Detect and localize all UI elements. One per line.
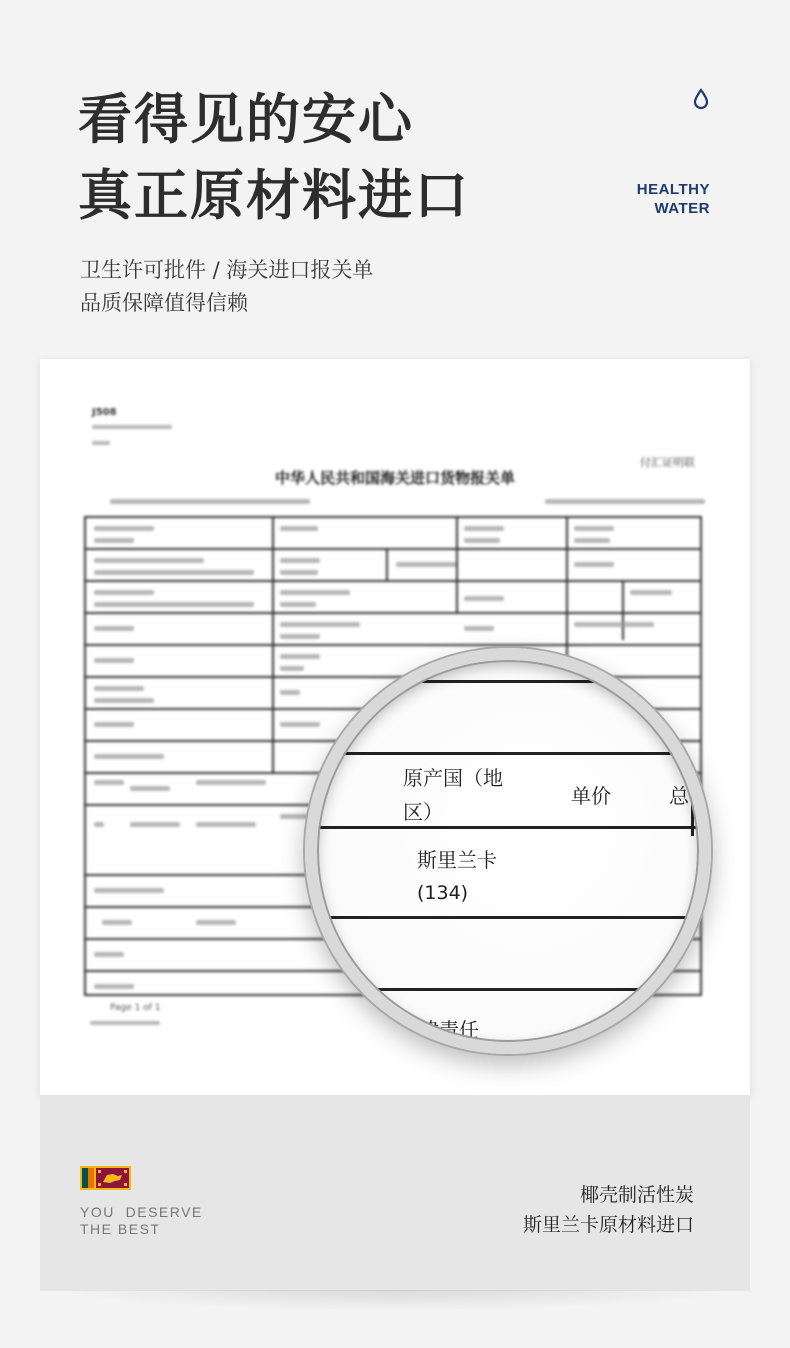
- magnifier-lens: [305, 648, 711, 1054]
- subtitle-line2: 品质保障值得信赖: [80, 291, 248, 315]
- hero-title: [78, 82, 470, 234]
- doc-page-label: Page 1 of 1: [110, 1003, 161, 1013]
- origin-label-line2: 区）: [403, 800, 443, 824]
- origin-value: 斯里兰卡: [417, 848, 497, 872]
- brand-tag: [637, 180, 710, 218]
- doc-top-code: J508: [92, 407, 117, 418]
- brand-line2: WATER: [654, 200, 710, 217]
- motto: [80, 1204, 203, 1238]
- total-label-partial: 总: [669, 784, 689, 808]
- unit-price-label: 单价: [571, 784, 611, 808]
- product-description: [523, 1180, 694, 1240]
- sri-lanka-flag-icon: [80, 1166, 131, 1190]
- product-line2: 斯里兰卡原材料进口: [522, 1214, 694, 1236]
- footer-band: [40, 1095, 750, 1291]
- legal-text-partial: 法律责任: [399, 1018, 479, 1042]
- origin-code: (134): [417, 882, 469, 904]
- brand-line1: HEALTHY: [636, 181, 710, 198]
- origin-label-line1: 原产国（地: [403, 766, 503, 790]
- motto-line1: YOU DESERVE: [80, 1204, 203, 1220]
- product-line1: 椰壳制活性炭: [579, 1184, 694, 1206]
- subtitle-line1: 卫生许可批件 / 海关进口报关单: [80, 258, 374, 282]
- hero-title-line2: 真正原材料进口: [78, 164, 470, 227]
- card-shadow: [60, 1290, 730, 1310]
- doc-stamp-label: 付汇证明联: [640, 456, 695, 469]
- water-drop-icon: [693, 88, 709, 110]
- motto-line2: THE BEST: [80, 1221, 161, 1237]
- hero-title-line1: 看得见的安心: [78, 88, 414, 151]
- hero-subtitle: [80, 254, 373, 320]
- doc-title: 中华人民共和国海关进口货物报关单: [274, 469, 515, 487]
